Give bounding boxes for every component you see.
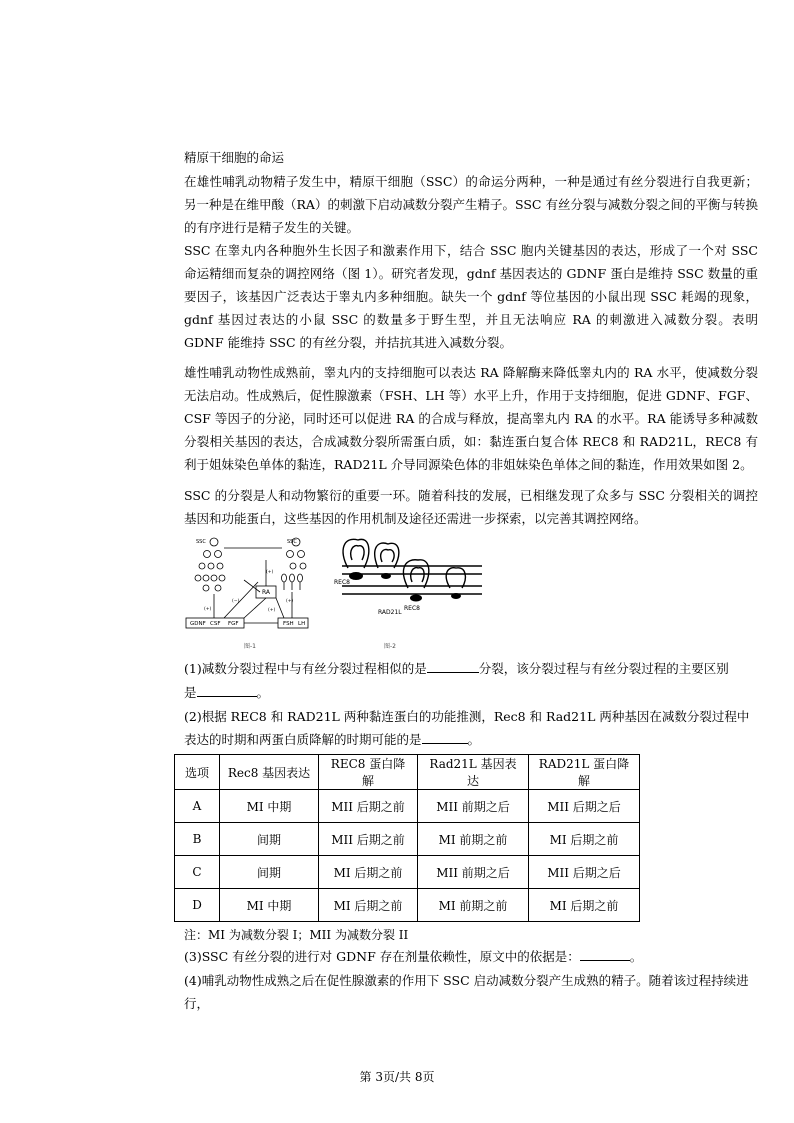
fig1-plus-4: (+) [286, 599, 294, 604]
table-cell: MII 前期之后 [418, 856, 529, 889]
paragraph-2: SSC 在睾丸内各种胞外生长因子和激素作用下，结合 SSC 胞内关键基因的表达，形成了一个对 SSC 命运精细而复杂的调控网络（图 1）。研究者发现，gdnf 基因表达的 GDNF 蛋白是维持 SSC 数量的重要因子，该基因广泛表达于睾丸内多种细胞。缺失一个 gdnf 等位基因的小鼠出现 SSC 耗竭的现象，gdnf 基因过表达的小鼠 SSC 的数量多于野生型，并且无法响应 RA 的刺激进入减数分裂。表明 GDNF 能维持 SSC 的有丝分裂，并拮抗其进入减数分裂。 [184, 243, 758, 350]
fig1-plus-2: (+) [268, 608, 276, 613]
question-3 [184, 945, 758, 968]
section-title: 精原干细胞的命运 [184, 150, 285, 165]
table-cell: MII 后期之后 [529, 790, 640, 823]
paragraph-3: 雄性哺乳动物性成熟前，睾丸内的支持细胞可以表达 RA 降解酶来降低睾丸内的 RA 水平，使减数分裂无法启动。性成熟后，促性腺激素（FSH、LH 等）水平上升，作用于支持细胞，促进 GDNF、FGF、CSF 等因子的分泌，同时还可以促进 RA 的合成与释放，提高睾丸内 RA 的水平。RA 能诱导多种减数分裂相关基因的表达，合成减数分裂所需蛋白质，如：黏连蛋白复合体 REC8 和 RAD21L，REC8 有利于姐妹染色单体的黏连，RAD21L 介导同源染色体的非姐妹染色单体之间的黏连，作用效果如图 2。 [184, 365, 758, 472]
fig2-rad21l-label: RAD21L [378, 609, 402, 616]
table-header: Rec8 基因表达 [220, 755, 319, 790]
question-1-end: 。 [256, 685, 270, 700]
question-3-blank[interactable] [580, 948, 630, 961]
table-cell: D [175, 889, 220, 922]
question-1-blank-2[interactable] [197, 684, 257, 697]
table-cell: 间期 [220, 823, 319, 856]
table-cell: MI 后期之前 [529, 889, 640, 922]
page-footer: 第 3页/共 8页 [359, 1070, 435, 1084]
fig1-minus: (−) [232, 599, 240, 604]
fig2-rec8-label-2: REC8 [404, 605, 420, 612]
table-cell: MI 前期之前 [418, 823, 529, 856]
table-cell: 间期 [220, 856, 319, 889]
question-1-text-c: 是 [184, 685, 197, 700]
table-note: 注：MI 为减数分裂 I；MII 为减数分裂 II [184, 928, 409, 942]
figures [184, 530, 484, 654]
table-cell: MI 中期 [220, 790, 319, 823]
paragraph-4: SSC 的分裂是人和动物繁衍的重要一环。随着科技的发展，已相继发现了众多与 SSC 分裂相关的调控基因和功能蛋白，这些基因的作用机制及途径还需进一步探索，以完善其调控网络。 [184, 488, 758, 526]
table-cell: MII 后期之前 [319, 823, 418, 856]
fig1-ssc-label-left: SSC [196, 539, 206, 545]
fig1-ssc-label-right: SSC [287, 539, 297, 545]
table-cell: MI 中期 [220, 889, 319, 922]
table-cell: MII 后期之后 [529, 856, 640, 889]
table-cell: A [175, 790, 220, 823]
table-cell: MI 后期之前 [319, 889, 418, 922]
question-2-text: (2)根据 REC8 和 RAD21L 两种黏连蛋白的功能推测，Rec8 和 Rad21L 两种基因在减数分裂过程中表达的时期和两蛋白质降解的时期可能的是 [184, 709, 750, 747]
fig1-fgf-label: FGF [228, 621, 239, 627]
figure-1-diagram [184, 530, 304, 654]
table-header: RAD21L 蛋白降解 [529, 755, 640, 790]
table-cell: MI 前期之前 [418, 889, 529, 922]
table-cell: B [175, 823, 220, 856]
options-table [174, 754, 640, 922]
table-header: 选项 [175, 755, 220, 790]
table-cell: C [175, 856, 220, 889]
question-4: (4)哺乳动物性成熟之后在促性腺激素的作用下 SSC 启动减数分裂产生成熟的精子。随着该过程持续进行， [184, 973, 749, 1011]
question-1-blank-1[interactable] [427, 660, 479, 673]
table-row [175, 889, 640, 922]
table-cell: MII 后期之前 [319, 790, 418, 823]
table-header-row [175, 755, 640, 790]
question-3-end: 。 [629, 949, 643, 964]
question-2 [184, 705, 758, 751]
table-row [175, 790, 640, 823]
fig1-plus-3: (+) [266, 570, 274, 575]
table-header: Rad21L 基因表达 [418, 755, 529, 790]
figure-2-diagram [334, 530, 484, 654]
fig1-lh-label: LH [298, 621, 306, 627]
fig1-csf-label: CSF [210, 621, 221, 627]
table-row [175, 823, 640, 856]
fig2-rec8-label-1: REC8 [334, 579, 350, 586]
fig1-gdnf-label: GDNF [190, 621, 206, 627]
fig1-plus-1: (+) [204, 607, 212, 612]
fig1-fsh-label: FSH [283, 621, 294, 627]
table-row [175, 856, 640, 889]
table-cell: MII 前期之后 [418, 790, 529, 823]
question-2-end: 。 [467, 732, 481, 747]
question-1-line-2 [184, 681, 758, 704]
question-1-text-b: 分裂，该分裂过程与有丝分裂过程的主要区别 [478, 661, 729, 676]
table-header: REC8 蛋白降解 [319, 755, 418, 790]
figure-1-caption: 图-1 [244, 643, 256, 650]
table-cell: MI 后期之前 [529, 823, 640, 856]
question-1-text-a: (1)减数分裂过程中与有丝分裂过程相似的是 [184, 661, 427, 676]
question-1-line-1 [184, 657, 758, 680]
paragraph-1: 在雄性哺乳动物精子发生中，精原干细胞（SSC）的命运分两种，一种是通过有丝分裂进行自我更新；另一种是在维甲酸（RA）的刺激下启动减数分裂产生精子。SSC 有丝分裂与减数分裂之间的平衡与转换的有序进行是精子发生的关键。 [184, 174, 758, 235]
fig1-ra-label: RA [262, 589, 271, 596]
figure-2-caption: 图-2 [384, 643, 396, 650]
question-2-blank[interactable] [422, 731, 468, 744]
table-cell: MI 后期之前 [319, 856, 418, 889]
question-3-text: (3)SSC 有丝分裂的进行对 GDNF 存在剂量依赖性，原文中的依据是： [184, 949, 580, 964]
